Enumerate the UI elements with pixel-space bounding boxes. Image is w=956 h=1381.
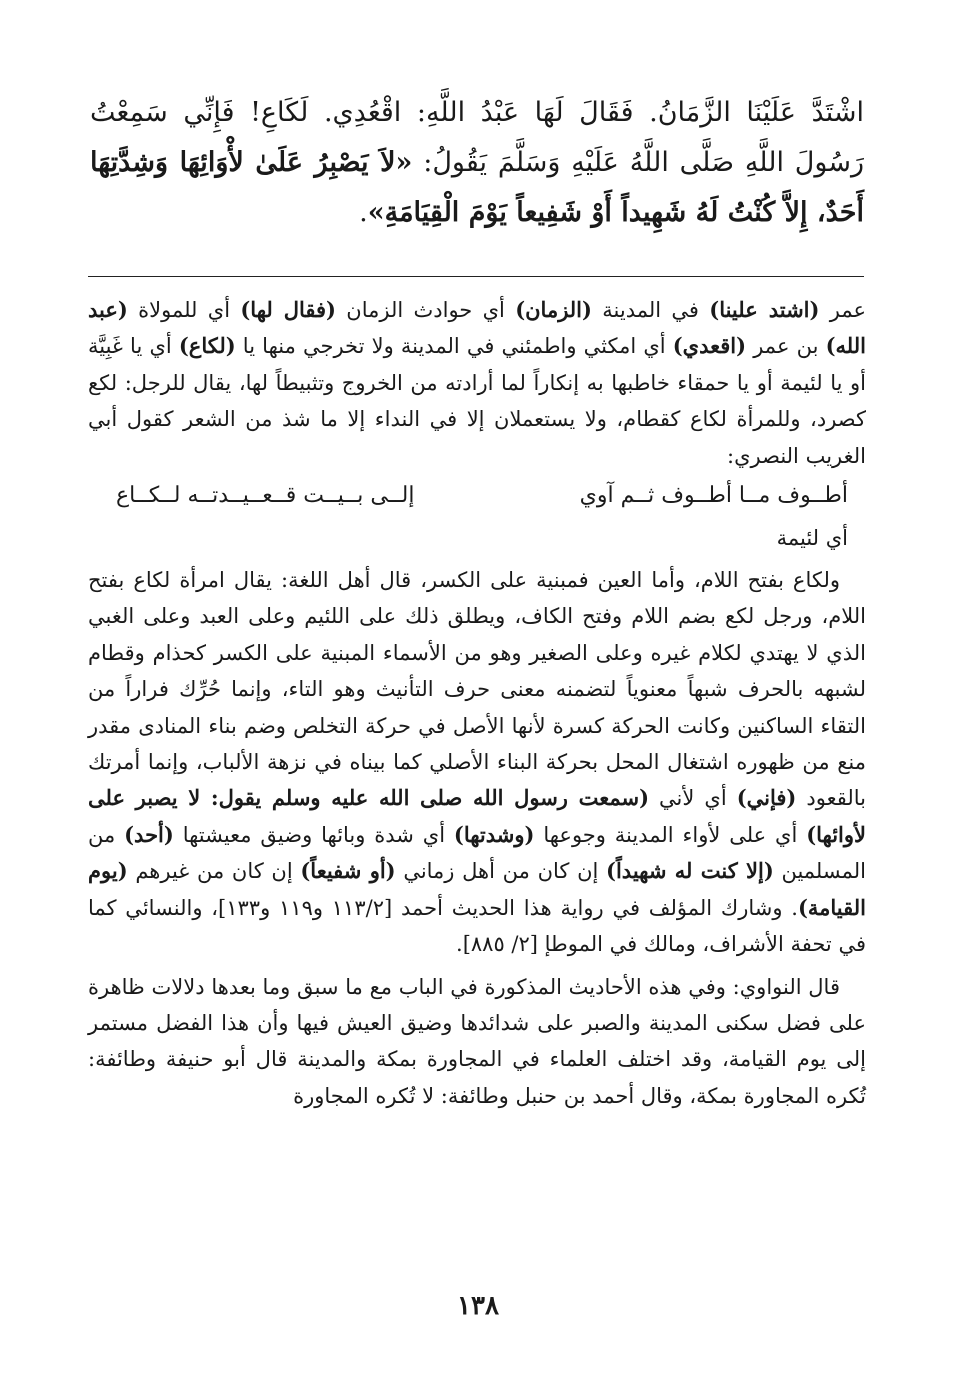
commentary-text: ولكاع بفتح اللام، وأما العين فمبنية على الكسر، قال أهل اللغة: يقال امرأة لكاع بفتح اللام، ورجل لكع بضم اللام وفتح الكاف، ويطلق ذلك على اللئيم وعلى العبد وعلى الغبي الذي لا يهتدي لكلام غيره وعلى الصغير وهو من الأسماء المبنية على الكسر كحذام وقطام لشبهه بالحرف شبهاً معنوياً لتضمنه معنى حرف التأنيث وهو التاء، وإنما حُرِّك فراراً من التقاء الساكنين وكانت الحركة كسرة لأنها الأصل في حركة التخلص وضم بناء المنادى مقدر منع من ظهوره اشتغال المحل بحركة البناء الأصلي كما بيناه في نزهة الألباب، وإنما أمرتك بالقعود xyxy=(88,568,866,811)
bold-matn-quote: (اشتد علينا) xyxy=(709,297,820,322)
bold-matn-quote: (أو شفيعاً) xyxy=(300,858,396,884)
bold-matn-quote: (إلا كنت له شهيداً) xyxy=(606,858,774,884)
hadith-quote: «لاَ يَصْبِرُ عَلَىٰ لأْوَائِهَا وَشِدَّتِهَا أَحَدٌ، إِلاَّ كُنْتُ لَهُ شَهِيداً أَوْ شَفِيعاً يَوْمَ الْقِيَامَةِ» xyxy=(90,147,864,228)
commentary-text: أي شدة وبائها وضيق معيشتها xyxy=(173,822,454,847)
footnote-divider xyxy=(88,276,864,277)
commentary-paragraph-3: قال النواوي: وفي هذه الأحاديث المذكورة في الباب مع ما سبق وما بعدها دلالات ظاهرة على فضل سكنى المدينة والصبر على شدائدها وضيق العيش فيها وأن هذا الفضل مستمر إلى يوم القيامة، وقد اختلف العلماء في المجاورة بمكة والمدينة قال أبو حنيفة وطائفة: تُكره المجاورة بمكة، وقال أحمد بن حنبل وطائفة: لا تُكره المجاورة xyxy=(88,974,866,1108)
bold-matn-quote: (يوم القيامة) xyxy=(88,858,866,920)
commentary-text: في المدينة xyxy=(591,298,710,322)
bold-matn-quote: (فقال لها) xyxy=(240,297,336,322)
poem-gloss: أي لئيمة xyxy=(776,526,848,551)
commentary xyxy=(88,292,866,1114)
commentary-text: أي حوادث الزمان xyxy=(335,298,516,322)
bold-matn-quote: (فإني) xyxy=(736,785,797,811)
hadith-end: . xyxy=(359,197,368,228)
poem-hemistich-second: إلــى بــيــت قــعــيــدتــه لــكــاع xyxy=(116,483,415,509)
commentary-text: عمر xyxy=(819,298,867,322)
bold-matn-quote: (الزمان) xyxy=(515,297,592,322)
bold-matn-quote: (أحد) xyxy=(124,821,174,847)
commentary-text: أي لأني xyxy=(649,786,737,811)
commentary-text: أي للمولاة xyxy=(127,298,241,322)
bold-matn-quote: (وشدتها) xyxy=(453,821,535,847)
poem-hemistich-first: أطــوف مــا أطــوف ثــم آوي xyxy=(579,483,848,509)
commentary-text: بن عمر xyxy=(746,334,826,359)
bold-matn-quote: (عبد الله) xyxy=(88,297,866,359)
hadith-text-plain: اشْتَدَّ عَلَيْنَا الزَّمَانُ. فَقَالَ لَهَا عَبْدُ اللَّهِ: اقْعُدِي. لَكَاعِ! فَإِنِّي سَمِعْتُ رَسُولَ اللَّهِ صَلَّى اللَّهُ عَلَيْهِ وَسَلَّمَ يَقُولُ: xyxy=(90,97,865,178)
bold-matn-quote: (اقعدي) xyxy=(672,333,747,359)
page-number: ١٣٨ xyxy=(457,1291,499,1321)
bold-matn-quote: (لكاع) xyxy=(178,333,236,359)
commentary-text: إن كان من أهل زماني xyxy=(395,859,607,884)
bold-matn-quote: (سمعت رسول الله صلى الله عليه وسلم يقول: لا يصبر على لأوائها) xyxy=(88,785,866,847)
commentary-paragraph-1 xyxy=(88,292,866,474)
hadith-text xyxy=(90,88,864,238)
commentary-text: من المسلمين xyxy=(88,822,866,884)
commentary-text: أي امكثي واطمئني في المدينة ولا تخرجي منها يا xyxy=(235,334,673,359)
poem-verse xyxy=(88,474,866,518)
commentary-paragraph-2 xyxy=(88,562,866,962)
commentary-text: أي على لأواء المدينة وجوعها xyxy=(534,822,807,847)
commentary-text: إن كان من غيرهم xyxy=(127,859,301,884)
commentary-text: أي يا غَبِيَّة أو يا لئيمة أو يا حمقاء خاطبها به إنكاراً لما أرادته من الخروج وتثبيطاً لها، يقال للرجل: لكع كصرد، وللمرأة لكاع كقطام، ولا يستعملان إلا في النداء إلا ما شذ من الشعر كقول أبي الغريب النصري: xyxy=(88,334,866,468)
commentary-text: . وشارك المؤلف في رواية هذا الحديث أحمد [١١٣/٢ و١١٩ و١٣٣]، والنسائي كما في تحفة الأشراف، ومالك في الموطإ [٢/ ٨٨٥]. xyxy=(88,895,866,957)
